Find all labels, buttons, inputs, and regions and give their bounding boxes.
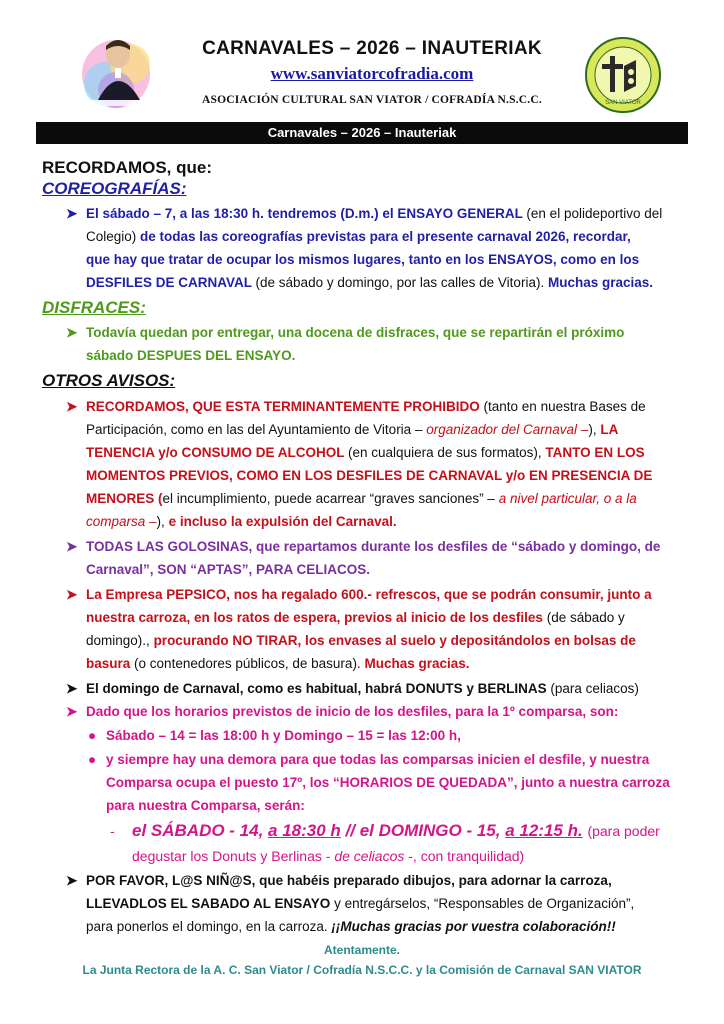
otros-avisos-heading: OTROS AVISOS: [42, 371, 176, 390]
arrow-icon: ➤ [66, 399, 78, 414]
horarios-bullet-2-line-2: Comparsa ocupa el puesto 17º, los “HORARIOS DE QUEDADA”, junto a nuestra carroza [106, 775, 670, 790]
website-link[interactable]: www.sanviatorcofradia.com [270, 64, 474, 83]
aviso-donuts-line: ➤ El domingo de Carnaval, como es habitual, habrá DONUTS y BERLINAS (para celiacos) [66, 681, 639, 696]
aviso-pepsico-line-4: basura (o contenedores públicos, de basura). Muchas gracias. [86, 656, 470, 671]
disfraces-heading: DISFRACES: [42, 298, 146, 317]
cofradia-emblem-logo [584, 36, 662, 114]
aviso-golosinas-line-1: ➤ TODAS LAS GOLOSINAS, que repartamos durante los desfiles de “sábado y domingo, de [66, 539, 661, 554]
coreografias-line-1: ➤ El sábado – 7, a las 18:30 h. tendremos (D.m.) el ENSAYO GENERAL (en el polideportivo del [66, 206, 663, 221]
coreografias-line-4: DESFILES DE CARNAVAL (de sábado y domingo, por las calles de Vitoria). Muchas gracias. [86, 275, 654, 290]
horarios-bullet-1: ● Sábado – 14 = las 18:00 h y Domingo – 15 = las 12:00 h, [88, 728, 461, 743]
arrow-icon: ➤ [66, 325, 78, 340]
aviso-alcohol-line-2: Participación, como en las del Ayuntamiento de Vitoria – organizador del Carnaval –), LA [86, 422, 619, 437]
aviso-golosinas-line-2: Carnaval”, SON “APTAS”, PARA CELIACOS. [86, 562, 371, 577]
coreografias-line-2: Colegio) de todas las coreografías previstas para el presente carnaval 2026, recordar, [86, 229, 631, 244]
aviso-horarios-line-1: ➤ Dado que los horarios previstos de inicio de los desfiles, para la 1º comparsa, son: [66, 704, 619, 719]
aviso-dibujos-line-1: ➤ POR FAVOR, L@S NIÑ@S, que habéis preparado dibujos, para adornar la carroza, [66, 873, 612, 888]
arrow-icon: ➤ [66, 539, 78, 554]
arrow-icon: ➤ [66, 587, 78, 602]
arrow-icon: ➤ [66, 704, 78, 719]
aviso-alcohol-line-5: MENORES (el incumplimiento, puede acarrear “graves sanciones” – a nivel particular, o a la [86, 491, 637, 506]
disfraces-line-1: ➤ Todavía quedan por entregar, una docena de disfraces, que se repartirán el próximo [66, 325, 625, 340]
coreografias-line-3: que hay que tratar de ocupar los mismos lugares, tanto en los ENSAYOS, como en los [86, 252, 640, 267]
svg-text:SAN VIATOR: SAN VIATOR [605, 100, 641, 106]
aviso-alcohol-line-6: comparsa –), e incluso la expulsión del Carnaval. [86, 514, 397, 529]
quedada-schedule-line-2: degustar los Donuts y Berlinas - de celiacos -, con tranquilidad) [132, 848, 525, 864]
aviso-pepsico-line-3: domingo)., procurando NO TIRAR, los envases al suelo y depositándolos en bolsas de [86, 633, 636, 648]
aviso-alcohol-line-4: MOMENTOS PREVIOS, COMO EN LOS DESFILES DE CARNAVAL y/o EN PRESENCIA DE [86, 468, 653, 483]
saint-portrait-logo [76, 30, 162, 118]
intro-heading: RECORDAMOS, que: [42, 158, 212, 177]
signature-text: La Junta Rectora de la A. C. San Viator / Cofradía N.S.C.C. y la Comisión de Carnaval SAN VIATOR [82, 963, 642, 977]
closing-text: Atentamente. [323, 943, 400, 957]
aviso-alcohol-line-1: ➤ RECORDAMOS, QUE ESTA TERMINANTEMENTE PROHIBIDO (tanto en nuestra Bases de [66, 399, 646, 414]
arrow-icon: ➤ [66, 873, 78, 888]
aviso-dibujos-line-2: LLEVADLOS EL SABADO AL ENSAYO y entregárselos, “Responsables de Organización”, [86, 896, 635, 911]
title-banner: Carnavales – 2026 – Inauteriak [36, 122, 688, 144]
aviso-alcohol-line-3: TENENCIA y/o CONSUMO DE ALCOHOL (en cualquiera de sus formatos), TANTO EN LOS [86, 445, 645, 460]
document-title: CARNAVALES – 2026 – INAUTERIAK [202, 38, 542, 59]
horarios-bullet-2-line-3: para nuestra Comparsa, serán: [106, 798, 305, 813]
association-name: ASOCIACIÓN CULTURAL SAN VIATOR / COFRADÍA N.S.C.C. [202, 94, 542, 106]
arrow-icon: ➤ [66, 206, 78, 221]
disfraces-line-2: sábado DESPUES DEL ENSAYO. [86, 348, 296, 363]
arrow-icon: ➤ [66, 681, 78, 696]
quedada-schedule-line: - el SÁBADO - 14, a 18:30 h // el DOMINGO - 15, a 12:15 h. (para poder [110, 821, 660, 840]
aviso-dibujos-line-3: para ponerlos el domingo, en la carroza. ¡¡Muchas gracias por vuestra colaboración!! [86, 919, 616, 934]
aviso-pepsico-line-2: nuestra carroza, en los ratos de espera, previos al inicio de los desfiles (de sábado y [86, 610, 625, 625]
horarios-bullet-2-line-1: ● y siempre hay una demora para que todas las comparsas inicien el desfile, y nuestra [88, 752, 650, 767]
bullet-icon: ● [88, 728, 97, 743]
aviso-pepsico-line-1: ➤ La Empresa PEPSICO, nos ha regalado 600.- refrescos, que se podrán consumir, junto a [66, 587, 652, 602]
coreografias-heading: COREOGRAFÍAS: [42, 179, 187, 198]
bullet-icon: ● [88, 752, 97, 767]
document-header [0, 0, 724, 118]
